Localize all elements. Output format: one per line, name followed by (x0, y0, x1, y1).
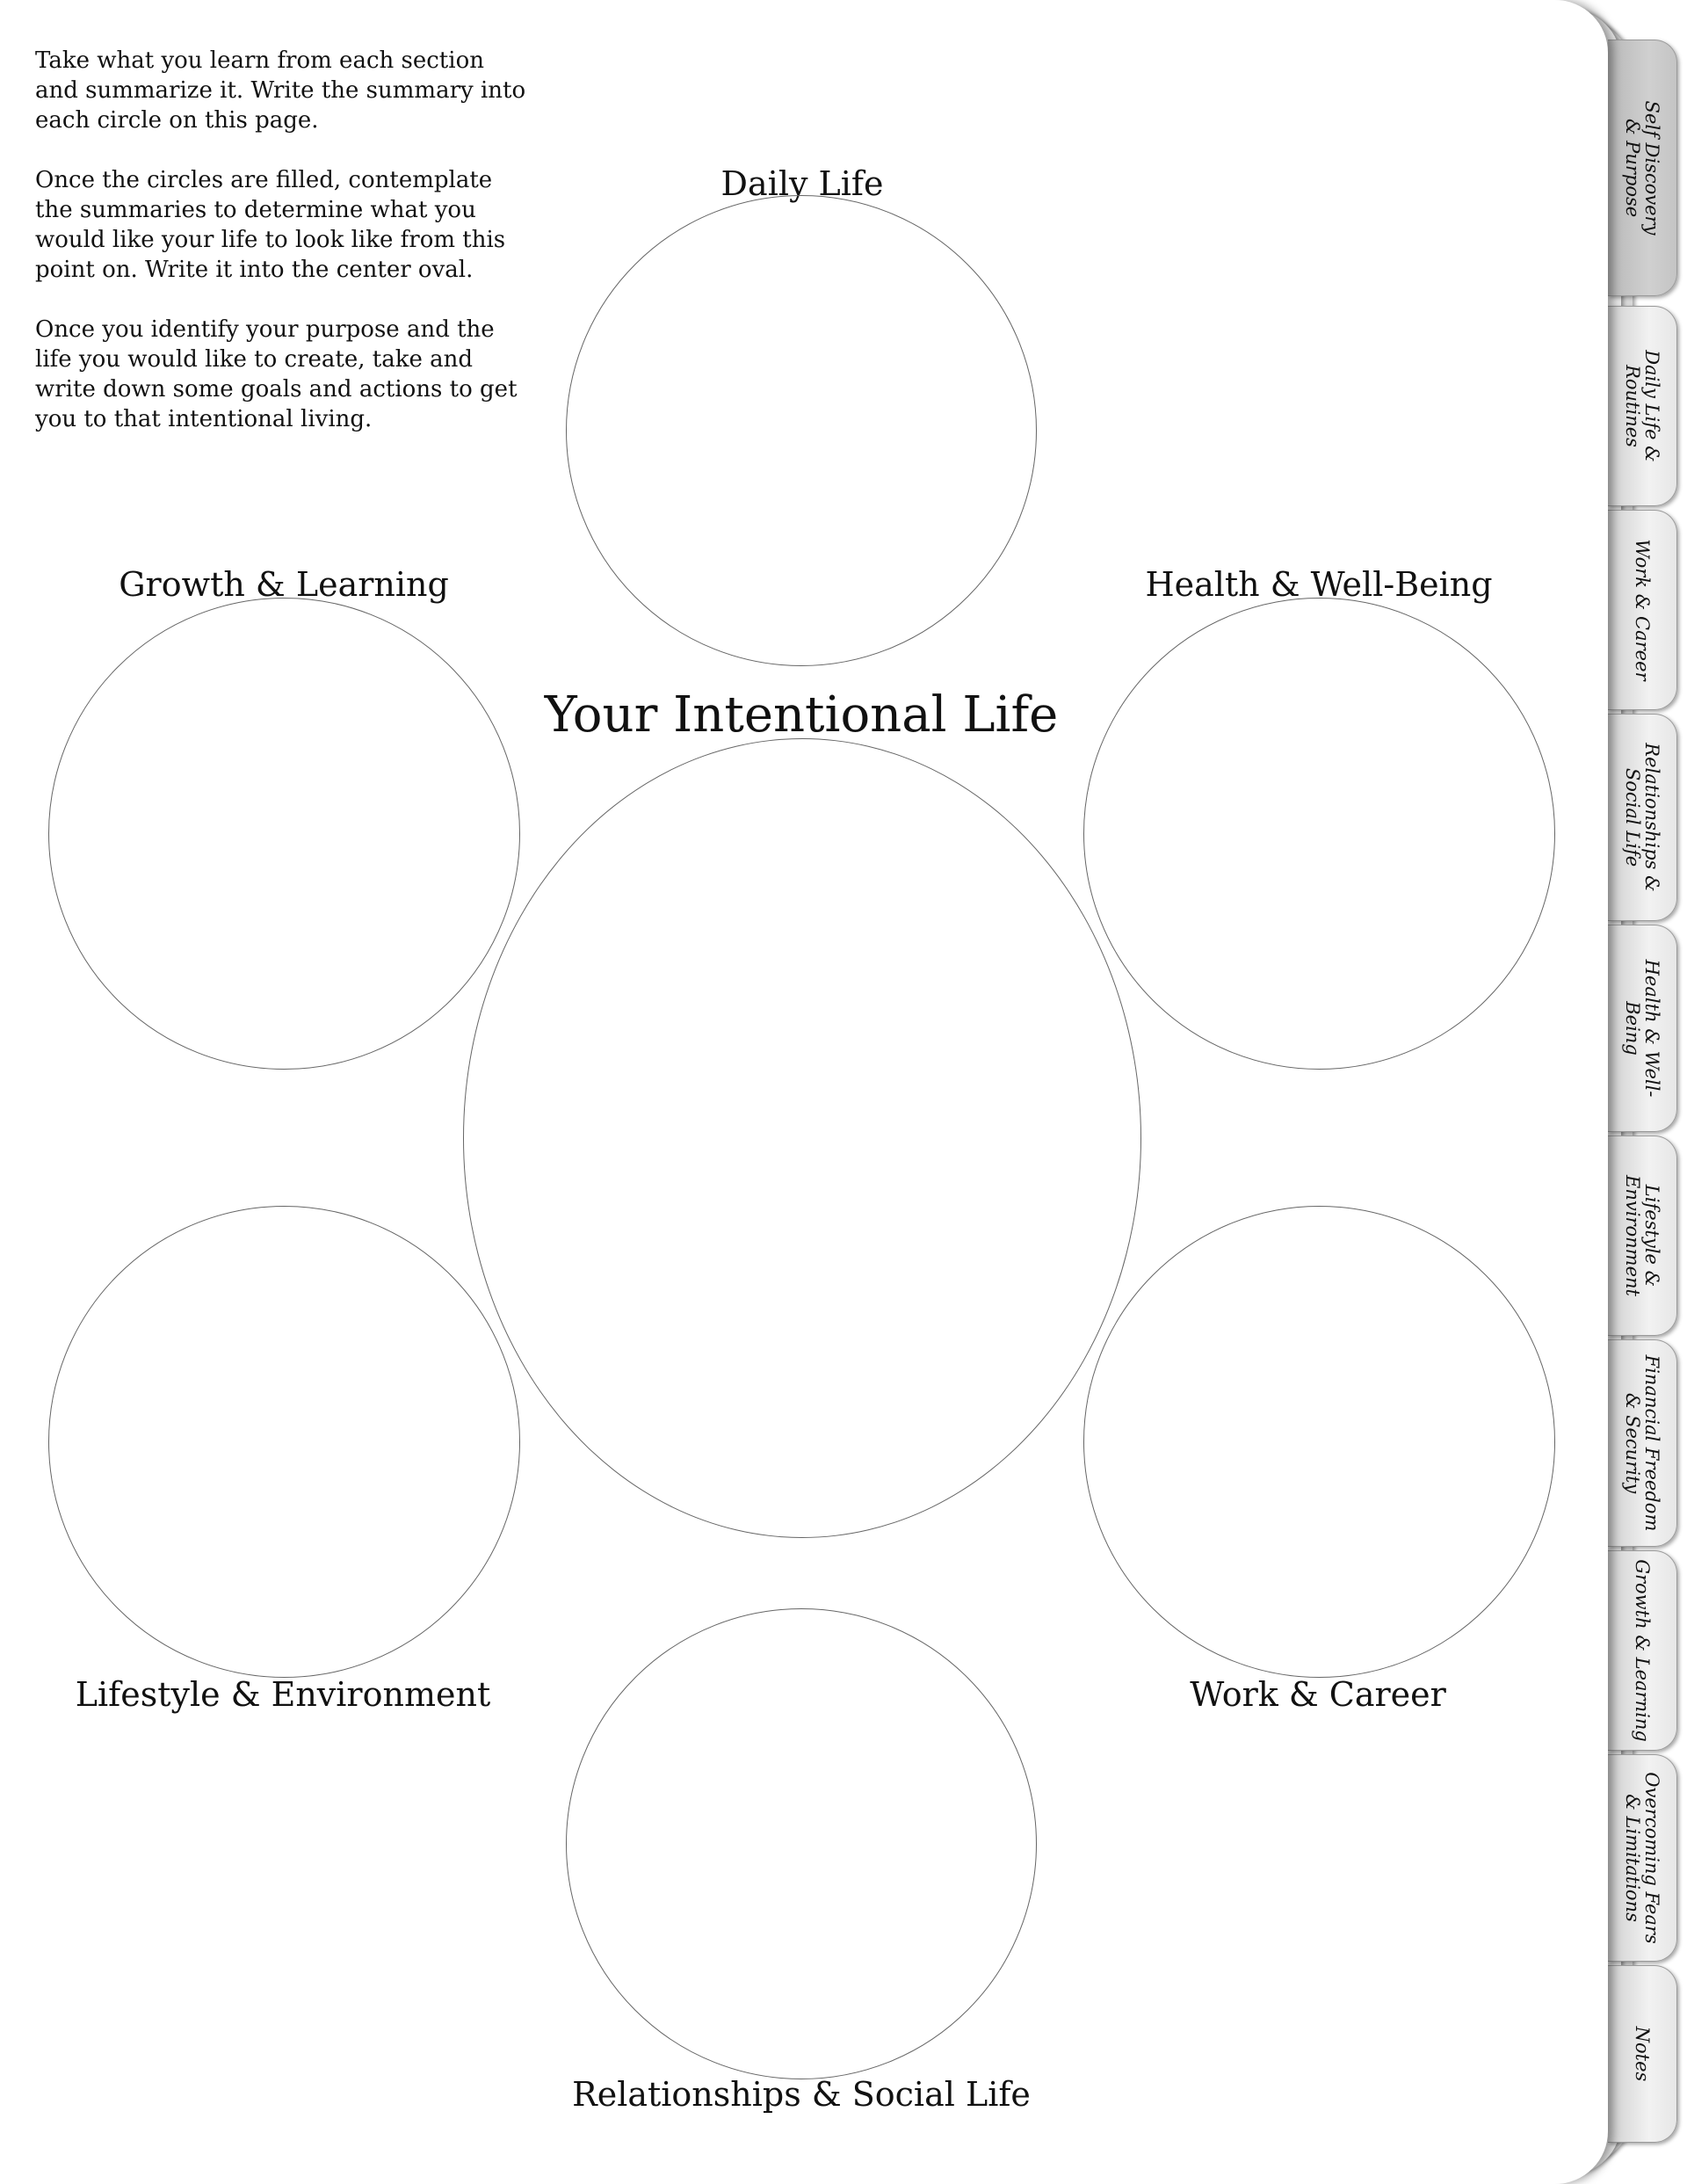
tab-label: Work & Career (1632, 539, 1653, 681)
tab-label: Daily Life & Routines (1622, 350, 1662, 462)
tab-label: Financial Freedom & Security (1622, 1354, 1662, 1532)
center-oval-title: Your Intentional Life (544, 686, 1059, 744)
center-oval[interactable] (463, 738, 1141, 1538)
tab-self-discovery[interactable] (1608, 40, 1677, 296)
tab-financial[interactable] (1608, 1339, 1677, 1547)
work-career-label: Work & Career (1190, 1675, 1446, 1714)
instructions (35, 46, 527, 464)
section-tabs (1608, 0, 1687, 2184)
lifestyle-environment-circle[interactable] (48, 1206, 520, 1678)
relationships-social-circle[interactable] (566, 1608, 1037, 2079)
health-wellbeing-label: Health & Well-Being (1145, 565, 1493, 604)
daily-life-circle[interactable] (566, 195, 1037, 666)
daily-life-label: Daily Life (720, 164, 884, 203)
tab-label: Relationships & Social Life (1622, 743, 1662, 892)
tab-label: Growth & Learning (1632, 1559, 1653, 1742)
instructions-paragraph: Take what you learn from each section and summarize it. Write the summary into each circle on this page. (35, 47, 526, 134)
instructions-paragraph: Once the circles are filled, contemplate the summaries to determine what you would like your life to look like from this point on. Write it into the center oval. (35, 167, 506, 283)
lifestyle-environment-label: Lifestyle & Environment (75, 1675, 491, 1714)
tab-label: Self Discovery & Purpose (1622, 100, 1662, 236)
tab-label: Lifestyle & Environment (1622, 1175, 1662, 1296)
tab-health[interactable] (1608, 925, 1677, 1132)
tab-overcoming[interactable] (1608, 1754, 1677, 1962)
tab-notes[interactable] (1608, 1965, 1677, 2143)
tab-label: Overcoming Fears & Limitations (1622, 1772, 1662, 1944)
tab-label: Notes (1632, 2026, 1653, 2082)
tab-label: Health & Well- Being (1622, 959, 1662, 1098)
tab-lifestyle[interactable] (1608, 1136, 1677, 1336)
relationships-social-label: Relationships & Social Life (572, 2075, 1031, 2114)
tab-relationships[interactable] (1608, 714, 1677, 921)
health-wellbeing-circle[interactable] (1083, 598, 1555, 1070)
growth-learning-circle[interactable] (48, 598, 520, 1070)
tab-growth[interactable] (1608, 1550, 1677, 1751)
tab-work-career[interactable] (1608, 510, 1677, 710)
growth-learning-label: Growth & Learning (119, 565, 449, 604)
work-career-circle[interactable] (1083, 1206, 1555, 1678)
instructions-paragraph: Once you identify your purpose and the life you would like to create, take and write down some goals and actions to get you to that intentional living. (35, 316, 518, 432)
tab-daily-life[interactable] (1608, 306, 1677, 506)
